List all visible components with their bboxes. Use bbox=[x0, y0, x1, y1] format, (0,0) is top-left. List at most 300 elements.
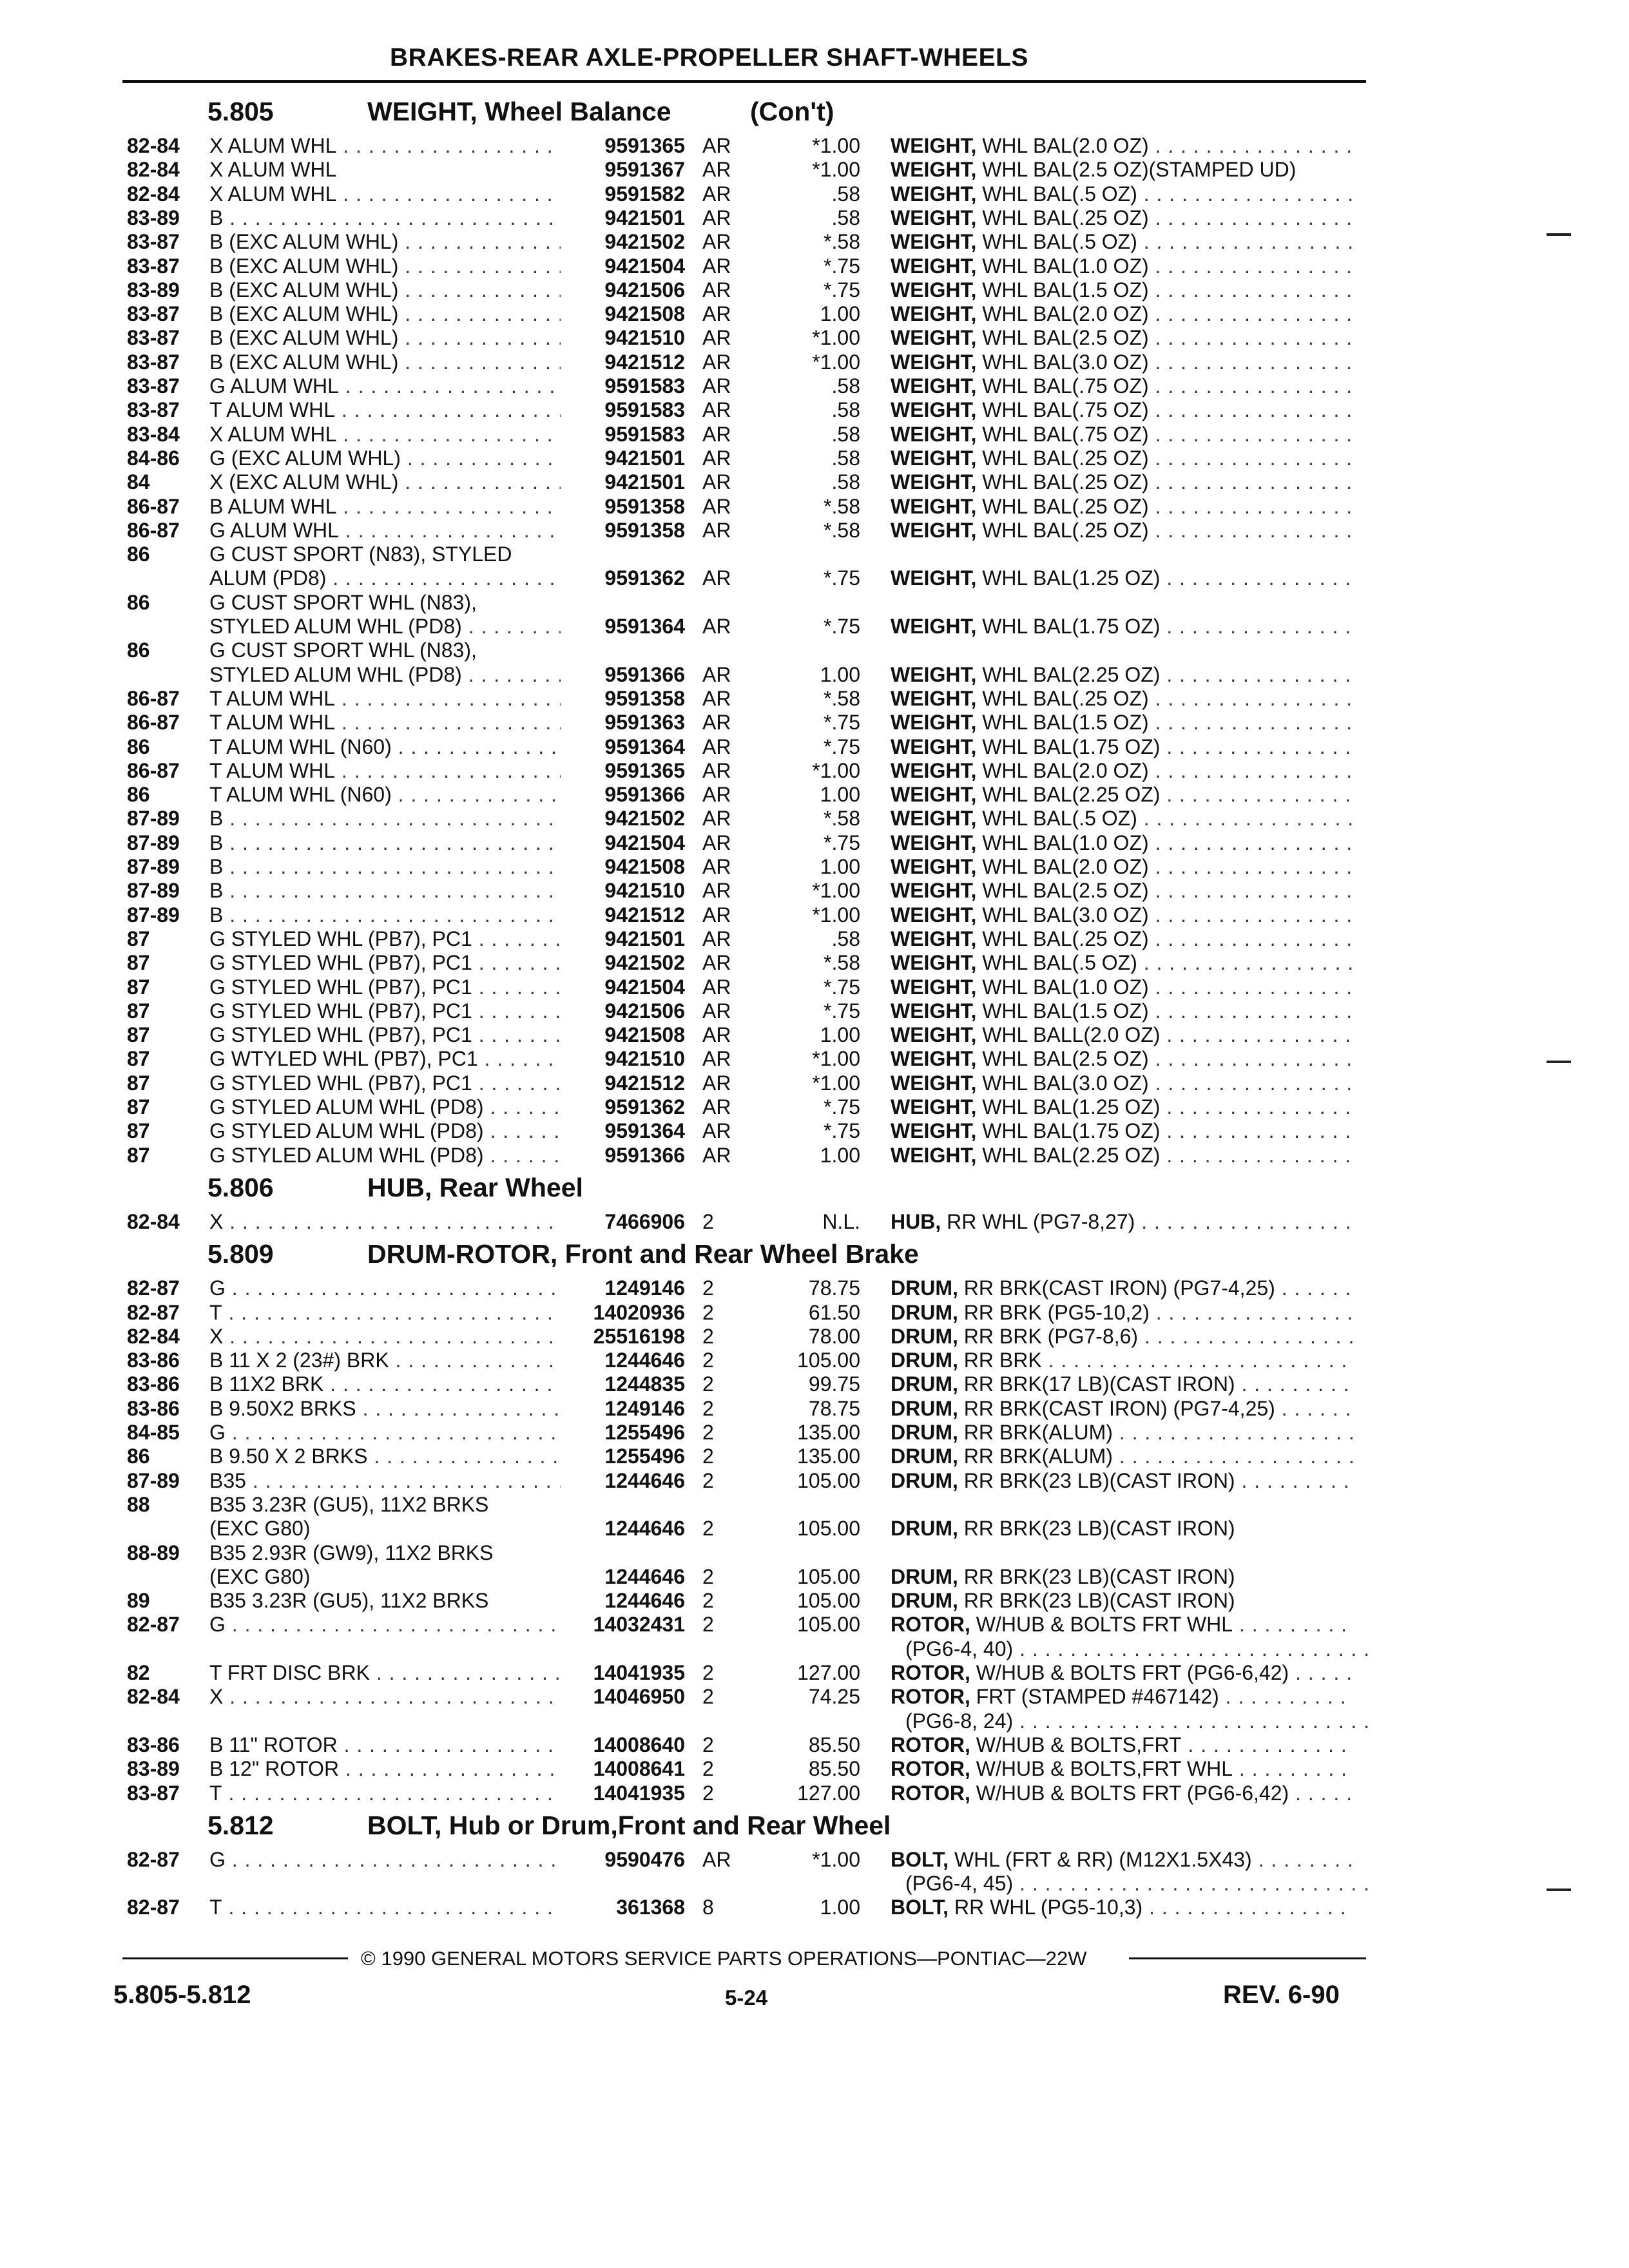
quantity: AR bbox=[702, 1847, 731, 1871]
price: *.75 bbox=[824, 975, 860, 999]
part-number: 9591358 bbox=[604, 518, 685, 542]
part-number: 9421504 bbox=[604, 831, 685, 854]
model-application: X ALUM WHL . . . bbox=[209, 423, 561, 447]
model-years: 83-84 bbox=[127, 422, 180, 446]
price: *1.00 bbox=[812, 1071, 860, 1095]
model-application: B . . . bbox=[209, 831, 561, 855]
quantity: AR bbox=[702, 134, 731, 157]
model-years: 86 bbox=[127, 735, 150, 758]
quantity: AR bbox=[702, 350, 731, 374]
price: 105.00 bbox=[797, 1564, 860, 1588]
section-range: 5.805-5.812 bbox=[113, 1981, 251, 2010]
price: *.75 bbox=[824, 711, 860, 735]
model-application: G CUST SPORT (N83), STYLED bbox=[209, 543, 512, 566]
part-description: WEIGHT, WHL BAL(1.0 OZ) . . . bbox=[891, 255, 1354, 278]
price: 105.00 bbox=[797, 1589, 860, 1613]
part-number: 1244646 bbox=[604, 1564, 685, 1588]
part-number: 9421512 bbox=[604, 903, 685, 927]
section-number: 5.812 bbox=[207, 1810, 274, 1840]
price: 78.75 bbox=[808, 1396, 860, 1420]
part-description: DRUM, RR BRK(17 LB)(CAST IRON) . . . bbox=[891, 1372, 1354, 1396]
price: 127.00 bbox=[797, 1661, 860, 1684]
page-number: 5-24 bbox=[725, 1986, 768, 2010]
price: 127.00 bbox=[797, 1781, 860, 1805]
price: *.75 bbox=[824, 999, 860, 1023]
model-years: 82-84 bbox=[127, 134, 180, 157]
price: *.58 bbox=[824, 230, 860, 254]
part-number: 9421502 bbox=[604, 230, 685, 254]
price: *.58 bbox=[824, 686, 860, 710]
model-years: 88-89 bbox=[127, 1541, 180, 1564]
model-application: G STYLED WHL (PB7), PC1 . . . bbox=[209, 927, 561, 951]
model-application: T . . . bbox=[209, 1896, 561, 1919]
model-application: B . . . bbox=[209, 855, 561, 879]
price: *1.00 bbox=[812, 158, 860, 182]
price: *1.00 bbox=[812, 350, 860, 374]
model-application: G CUST SPORT WHL (N83), bbox=[209, 590, 477, 614]
part-number: 1244646 bbox=[604, 1517, 685, 1541]
price: 1.00 bbox=[820, 1143, 860, 1167]
model-application: T ALUM WHL (N60) . . . bbox=[209, 783, 561, 807]
part-number: 9591364 bbox=[604, 615, 685, 638]
part-description: WEIGHT, WHL BAL(.5 OZ) . . . bbox=[891, 230, 1354, 254]
part-number: 9421508 bbox=[604, 302, 685, 326]
part-description: WEIGHT, WHL BAL(1.75 OZ) . . . bbox=[891, 615, 1354, 639]
model-years: 87 bbox=[127, 1023, 150, 1047]
model-application: B . . . bbox=[209, 206, 561, 230]
quantity: AR bbox=[702, 374, 731, 398]
section-number: 5.805 bbox=[207, 97, 274, 126]
part-description: WEIGHT, WHL BAL(1.25 OZ) . . . bbox=[891, 566, 1354, 590]
quantity: AR bbox=[702, 254, 731, 278]
part-number: 9591358 bbox=[604, 494, 685, 518]
model-years: 87 bbox=[127, 1095, 150, 1119]
model-years: 86-87 bbox=[127, 758, 180, 782]
model-years: 83-86 bbox=[127, 1733, 180, 1756]
price: *.58 bbox=[824, 518, 860, 542]
model-years: 83-87 bbox=[127, 1781, 180, 1805]
section-title: HUB, Rear Wheel bbox=[367, 1172, 583, 1202]
quantity: 2 bbox=[702, 1324, 714, 1348]
model-application: B (EXC ALUM WHL) . . . bbox=[209, 326, 561, 350]
model-application: X ALUM WHL bbox=[209, 158, 337, 182]
part-number: 9421502 bbox=[604, 951, 685, 975]
price: .58 bbox=[831, 206, 860, 229]
model-years: 84 bbox=[127, 470, 150, 494]
part-description: WEIGHT, WHL BAL(2.25 OZ) . . . bbox=[891, 1144, 1354, 1168]
model-years: 86 bbox=[127, 639, 150, 662]
price: .58 bbox=[831, 446, 860, 470]
part-description: ROTOR, W/HUB & BOLTS FRT (PG6-6,42) . . . bbox=[891, 1661, 1354, 1685]
price: *.58 bbox=[824, 951, 860, 975]
quantity: AR bbox=[702, 951, 731, 975]
part-description: WEIGHT, WHL BAL(1.75 OZ) . . . bbox=[891, 735, 1354, 759]
model-application: B . . . bbox=[209, 879, 561, 903]
model-application: G STYLED ALUM WHL (PD8) . . . bbox=[209, 1119, 561, 1143]
part-number: 14008641 bbox=[593, 1757, 685, 1781]
part-description: BOLT, WHL (FRT & RR) (M12X1.5X43) . . . bbox=[891, 1848, 1354, 1872]
part-description: WEIGHT, WHL BAL(.5 OZ) . . . bbox=[891, 951, 1354, 975]
quantity: 2 bbox=[702, 1300, 714, 1324]
quantity: 2 bbox=[702, 1349, 714, 1372]
model-application: G CUST SPORT WHL (N83), bbox=[209, 639, 477, 662]
model-years: 82-84 bbox=[127, 182, 180, 206]
quantity: 8 bbox=[702, 1896, 714, 1919]
part-number: 9591362 bbox=[604, 1095, 685, 1119]
model-years: 83-89 bbox=[127, 206, 180, 229]
quantity: 2 bbox=[702, 1468, 714, 1492]
model-application: G STYLED ALUM WHL (PD8) . . . bbox=[209, 1144, 561, 1168]
price: .58 bbox=[831, 470, 860, 494]
part-number: 1244646 bbox=[604, 1589, 685, 1613]
part-number: 9421508 bbox=[604, 855, 685, 878]
price: .58 bbox=[831, 182, 860, 206]
quantity: AR bbox=[702, 446, 731, 470]
quantity: AR bbox=[702, 494, 731, 518]
quantity: AR bbox=[702, 206, 731, 229]
part-number: 14041935 bbox=[593, 1781, 685, 1805]
part-description: WEIGHT, WHL BAL(.25 OZ) . . . bbox=[891, 495, 1354, 519]
part-description: DRUM, RR BRK(23 LB)(CAST IRON) bbox=[891, 1517, 1235, 1541]
part-description: WEIGHT, WHL BAL(2.5 OZ) . . . bbox=[891, 326, 1354, 350]
model-application: B35 . . . bbox=[209, 1469, 561, 1493]
part-description: DRUM, RR BRK(23 LB)(CAST IRON) bbox=[891, 1564, 1235, 1588]
model-years: 87-89 bbox=[127, 831, 180, 854]
model-years: 87-89 bbox=[127, 879, 180, 903]
model-application: B35 3.23R (GU5), 11X2 BRKS bbox=[209, 1589, 489, 1613]
model-years: 83-87 bbox=[127, 302, 180, 326]
model-application: G STYLED WHL (PB7), PC1 . . . bbox=[209, 1072, 561, 1095]
model-application: T ALUM WHL . . . bbox=[209, 398, 561, 422]
price: *.75 bbox=[824, 831, 860, 854]
price: *.58 bbox=[824, 494, 860, 518]
model-years: 87-89 bbox=[127, 1468, 180, 1492]
part-description: DRUM, RR BRK(23 LB)(CAST IRON) . . . bbox=[891, 1469, 1354, 1493]
model-application: G . . . bbox=[209, 1848, 561, 1872]
model-years: 86 bbox=[127, 543, 150, 566]
revision-date: REV. 6-90 bbox=[1223, 1981, 1340, 2010]
model-application: G STYLED WHL (PB7), PC1 . . . bbox=[209, 975, 561, 999]
quantity: 2 bbox=[702, 1757, 714, 1781]
part-number: 14032431 bbox=[593, 1613, 685, 1637]
quantity: AR bbox=[702, 927, 731, 950]
model-application: B . . . bbox=[209, 903, 561, 927]
quantity: AR bbox=[702, 903, 731, 927]
model-years: 82-87 bbox=[127, 1276, 180, 1300]
quantity: AR bbox=[702, 470, 731, 494]
quantity: AR bbox=[702, 999, 731, 1023]
price: *.75 bbox=[824, 735, 860, 758]
model-application: X . . . bbox=[209, 1210, 561, 1234]
model-years: 86 bbox=[127, 590, 150, 614]
part-description: WEIGHT, WHL BAL(.25 OZ) . . . bbox=[891, 519, 1354, 543]
model-years: 82-87 bbox=[127, 1847, 180, 1871]
part-description: ROTOR, W/HUB & BOLTS,FRT WHL . . . bbox=[891, 1757, 1354, 1781]
quantity: 2 bbox=[702, 1613, 714, 1637]
part-description: WEIGHT, WHL BAL(2.0 OZ) . . . bbox=[891, 302, 1354, 326]
price: *1.00 bbox=[812, 1847, 860, 1871]
price: *.75 bbox=[824, 1095, 860, 1119]
part-description: WEIGHT, WHL BAL(.75 OZ) . . . bbox=[891, 423, 1354, 447]
model-application: G . . . bbox=[209, 1276, 561, 1300]
model-application: X ALUM WHL . . . bbox=[209, 134, 561, 158]
part-description: WEIGHT, WHL BAL(1.5 OZ) . . . bbox=[891, 999, 1354, 1023]
part-number: 9591367 bbox=[604, 158, 685, 182]
model-years: 83-87 bbox=[127, 398, 180, 422]
model-application: (EXC G80) bbox=[209, 1517, 311, 1541]
model-application: STYLED ALUM WHL (PD8) . . . bbox=[209, 615, 561, 639]
quantity: 2 bbox=[702, 1589, 714, 1613]
part-number: 9421501 bbox=[604, 206, 685, 229]
price: *.75 bbox=[824, 1119, 860, 1143]
price: .58 bbox=[831, 398, 860, 422]
part-number: 25516198 bbox=[593, 1324, 685, 1348]
quantity: 2 bbox=[702, 1421, 714, 1444]
price: 1.00 bbox=[820, 302, 860, 326]
part-number: 9421501 bbox=[604, 446, 685, 470]
part-description: WEIGHT, WHL BAL(.5 OZ) . . . bbox=[891, 807, 1354, 831]
quantity: 2 bbox=[702, 1517, 714, 1541]
part-description: DRUM, RR BRK (PG5-10,2) . . . bbox=[891, 1301, 1354, 1325]
quantity: 2 bbox=[702, 1564, 714, 1588]
price: *1.00 bbox=[812, 758, 860, 782]
footer-rule-left bbox=[122, 1957, 348, 1959]
part-number: 9591364 bbox=[604, 1119, 685, 1143]
model-years: 89 bbox=[127, 1589, 150, 1613]
model-years: 87 bbox=[127, 951, 150, 975]
model-years: 84-86 bbox=[127, 446, 180, 470]
model-application: G STYLED WHL (PB7), PC1 . . . bbox=[209, 951, 561, 975]
quantity: AR bbox=[702, 1047, 731, 1071]
part-number: 9591363 bbox=[604, 711, 685, 735]
part-description: WEIGHT, WHL BAL(2.0 OZ) . . . bbox=[891, 134, 1354, 158]
quantity: AR bbox=[702, 831, 731, 854]
part-description: DRUM, RR BRK(ALUM) . . . bbox=[891, 1421, 1354, 1445]
part-description: WEIGHT, WHL BAL(2.5 OZ) . . . bbox=[891, 879, 1354, 903]
quantity: AR bbox=[702, 711, 731, 735]
part-number: 14046950 bbox=[593, 1685, 685, 1709]
model-application: G ALUM WHL . . . bbox=[209, 519, 561, 543]
quantity: 2 bbox=[702, 1445, 714, 1468]
part-number: 9421512 bbox=[604, 1071, 685, 1095]
model-years: 87 bbox=[127, 975, 150, 999]
part-description: WEIGHT, WHL BAL(1.5 OZ) . . . bbox=[891, 278, 1354, 302]
price: 78.75 bbox=[808, 1276, 860, 1300]
model-application: T ALUM WHL . . . bbox=[209, 711, 561, 735]
quantity: AR bbox=[702, 230, 731, 254]
model-application: B 11X2 BRK . . . bbox=[209, 1372, 561, 1396]
model-years: 82-84 bbox=[127, 158, 180, 182]
model-application: G WTYLED WHL (PB7), PC1 . . . bbox=[209, 1047, 561, 1071]
price: *.75 bbox=[824, 566, 860, 590]
quantity: AR bbox=[702, 302, 731, 326]
quantity: AR bbox=[702, 975, 731, 999]
quantity: 2 bbox=[702, 1733, 714, 1756]
part-number: 1244646 bbox=[604, 1349, 685, 1372]
model-years: 83-87 bbox=[127, 230, 180, 254]
model-application: B (EXC ALUM WHL) . . . bbox=[209, 278, 561, 302]
quantity: AR bbox=[702, 1071, 731, 1095]
price: *1.00 bbox=[812, 879, 860, 903]
quantity: AR bbox=[702, 735, 731, 758]
model-application: B ALUM WHL . . . bbox=[209, 495, 561, 519]
model-years: 87 bbox=[127, 1047, 150, 1071]
quantity: 2 bbox=[702, 1396, 714, 1420]
part-number: 9421501 bbox=[604, 470, 685, 494]
price: 135.00 bbox=[797, 1421, 860, 1444]
section-title: DRUM-ROTOR, Front and Rear Wheel Brake bbox=[367, 1239, 919, 1269]
model-years: 83-89 bbox=[127, 1757, 180, 1781]
model-application: STYLED ALUM WHL (PD8) . . . bbox=[209, 663, 561, 687]
part-number: 9421512 bbox=[604, 350, 685, 374]
model-years: 82-84 bbox=[127, 1324, 180, 1348]
model-application: B (EXC ALUM WHL) . . . bbox=[209, 255, 561, 278]
model-years: 82 bbox=[127, 1661, 150, 1684]
price: 1.00 bbox=[820, 783, 860, 807]
model-application: T ALUM WHL . . . bbox=[209, 759, 561, 783]
price: .58 bbox=[831, 374, 860, 398]
price: 105.00 bbox=[797, 1517, 860, 1541]
part-number: 14020936 bbox=[593, 1300, 685, 1324]
model-application: B 12" ROTOR . . . bbox=[209, 1757, 561, 1781]
price: *.75 bbox=[824, 615, 860, 638]
quantity: AR bbox=[702, 422, 731, 446]
quantity: 2 bbox=[702, 1209, 714, 1233]
part-number: 9591583 bbox=[604, 374, 685, 398]
model-years: 83-86 bbox=[127, 1372, 180, 1396]
model-application: B (EXC ALUM WHL) . . . bbox=[209, 230, 561, 254]
part-description: WEIGHT, WHL BAL(2.0 OZ) . . . bbox=[891, 855, 1354, 879]
model-application: T . . . bbox=[209, 1782, 561, 1805]
section-number: 5.806 bbox=[207, 1172, 274, 1202]
model-years: 82-84 bbox=[127, 1685, 180, 1709]
part-number: 9421506 bbox=[604, 999, 685, 1023]
model-years: 87-89 bbox=[127, 903, 180, 927]
part-description: ROTOR, FRT (STAMPED #467142) . . . bbox=[891, 1685, 1354, 1709]
part-description: WEIGHT, WHL BAL(1.5 OZ) . . . bbox=[891, 711, 1354, 735]
model-application: G ALUM WHL . . . bbox=[209, 374, 561, 398]
part-description: WEIGHT, WHL BAL(2.5 OZ) . . . bbox=[891, 1047, 1354, 1071]
part-number: 9591358 bbox=[604, 686, 685, 710]
part-number: 9591583 bbox=[604, 398, 685, 422]
part-description: WEIGHT, WHL BAL(1.0 OZ) . . . bbox=[891, 831, 1354, 855]
price: *1.00 bbox=[812, 326, 860, 350]
model-application: X ALUM WHL . . . bbox=[209, 182, 561, 206]
part-description: WEIGHT, WHL BAL(2.0 OZ) . . . bbox=[891, 759, 1354, 783]
part-description: DRUM, RR BRK(ALUM) . . . bbox=[891, 1445, 1354, 1468]
model-application: T . . . bbox=[209, 1301, 561, 1325]
model-application: X . . . bbox=[209, 1685, 561, 1709]
part-description: WEIGHT, WHL BAL(3.0 OZ) . . . bbox=[891, 1072, 1354, 1095]
part-description: WEIGHT, WHL BAL(.25 OZ) . . . bbox=[891, 927, 1354, 951]
part-number: 14008640 bbox=[593, 1733, 685, 1756]
model-years: 84-85 bbox=[127, 1421, 180, 1444]
model-years: 88 bbox=[127, 1492, 150, 1516]
quantity: AR bbox=[702, 615, 731, 638]
model-years: 86-87 bbox=[127, 686, 180, 710]
part-description: WEIGHT, WHL BAL(1.0 OZ) . . . bbox=[891, 975, 1354, 999]
model-application: B35 2.93R (GW9), 11X2 BRKS bbox=[209, 1541, 494, 1564]
quantity: 2 bbox=[702, 1685, 714, 1709]
part-number: 9591366 bbox=[604, 1143, 685, 1167]
price: 105.00 bbox=[797, 1349, 860, 1372]
model-application: B 9.50X2 BRKS . . . bbox=[209, 1397, 561, 1421]
price: 1.00 bbox=[820, 1896, 860, 1919]
part-number: 9591362 bbox=[604, 566, 685, 590]
part-description: WEIGHT, WHL BAL(.25 OZ) . . . bbox=[891, 206, 1354, 230]
price: *.75 bbox=[824, 278, 860, 302]
price: 135.00 bbox=[797, 1445, 860, 1468]
price: 61.50 bbox=[808, 1300, 860, 1324]
quantity: AR bbox=[702, 1143, 731, 1167]
part-number: 9421510 bbox=[604, 879, 685, 903]
section-title: BOLT, Hub or Drum,Front and Rear Wheel bbox=[367, 1810, 891, 1840]
copyright-notice: © 1990 GENERAL MOTORS SERVICE PARTS OPERATIONS—PONTIAC—22W bbox=[361, 1947, 1087, 1970]
part-number: 9591365 bbox=[604, 134, 685, 157]
price: 85.50 bbox=[808, 1733, 860, 1756]
part-description: DRUM, RR BRK . . . bbox=[891, 1349, 1354, 1372]
model-application: B 11" ROTOR . . . bbox=[209, 1733, 561, 1757]
model-years: 83-87 bbox=[127, 374, 180, 398]
part-number: 9590476 bbox=[604, 1847, 685, 1871]
part-number: 9421506 bbox=[604, 278, 685, 302]
part-number: 1244646 bbox=[604, 1468, 685, 1492]
quantity: AR bbox=[702, 182, 731, 206]
model-application: B35 3.23R (GU5), 11X2 BRKS bbox=[209, 1492, 489, 1516]
model-application: T ALUM WHL . . . bbox=[209, 687, 561, 711]
section-number: 5.809 bbox=[207, 1239, 274, 1269]
margin-tick bbox=[1547, 1061, 1571, 1063]
part-description: WEIGHT, WHL BAL(.25 OZ) . . . bbox=[891, 447, 1354, 470]
quantity: AR bbox=[702, 1023, 731, 1047]
quantity: AR bbox=[702, 278, 731, 302]
price: *1.00 bbox=[812, 1047, 860, 1071]
model-years: 87 bbox=[127, 1071, 150, 1095]
price: 74.25 bbox=[808, 1685, 860, 1709]
part-number: 1249146 bbox=[604, 1276, 685, 1300]
model-years: 86-87 bbox=[127, 494, 180, 518]
quantity: 2 bbox=[702, 1661, 714, 1684]
section-title: WEIGHT, Wheel Balance bbox=[367, 97, 671, 126]
model-application: G (EXC ALUM WHL) . . . bbox=[209, 447, 561, 470]
model-years: 87 bbox=[127, 1119, 150, 1143]
price: 85.50 bbox=[808, 1757, 860, 1781]
part-description: WEIGHT, WHL BAL(.5 OZ) . . . bbox=[891, 182, 1354, 206]
model-application: G STYLED WHL (PB7), PC1 . . . bbox=[209, 1023, 561, 1047]
price: *1.00 bbox=[812, 134, 860, 157]
part-description: DRUM, RR BRK(23 LB)(CAST IRON) bbox=[891, 1589, 1235, 1613]
part-description: WEIGHT, WHL BAL(1.75 OZ) . . . bbox=[891, 1119, 1354, 1143]
model-years: 86 bbox=[127, 1445, 150, 1468]
model-application: B . . . bbox=[209, 807, 561, 831]
part-number: 1244835 bbox=[604, 1372, 685, 1396]
part-number: 14041935 bbox=[593, 1661, 685, 1684]
part-description: ROTOR, W/HUB & BOLTS,FRT . . . bbox=[891, 1733, 1354, 1757]
price: 105.00 bbox=[797, 1468, 860, 1492]
part-number: 9421504 bbox=[604, 975, 685, 999]
model-years: 83-89 bbox=[127, 278, 180, 302]
model-years: 83-87 bbox=[127, 326, 180, 350]
model-years: 83-87 bbox=[127, 254, 180, 278]
price: 1.00 bbox=[820, 1023, 860, 1047]
model-years: 87 bbox=[127, 999, 150, 1023]
model-years: 82-87 bbox=[127, 1896, 180, 1919]
quantity: AR bbox=[702, 566, 731, 590]
part-description: WEIGHT, WHL BAL(.25 OZ) . . . bbox=[891, 687, 1354, 711]
model-years: 87-89 bbox=[127, 807, 180, 831]
part-number: 361368 bbox=[616, 1896, 685, 1919]
model-application: G . . . bbox=[209, 1613, 561, 1637]
